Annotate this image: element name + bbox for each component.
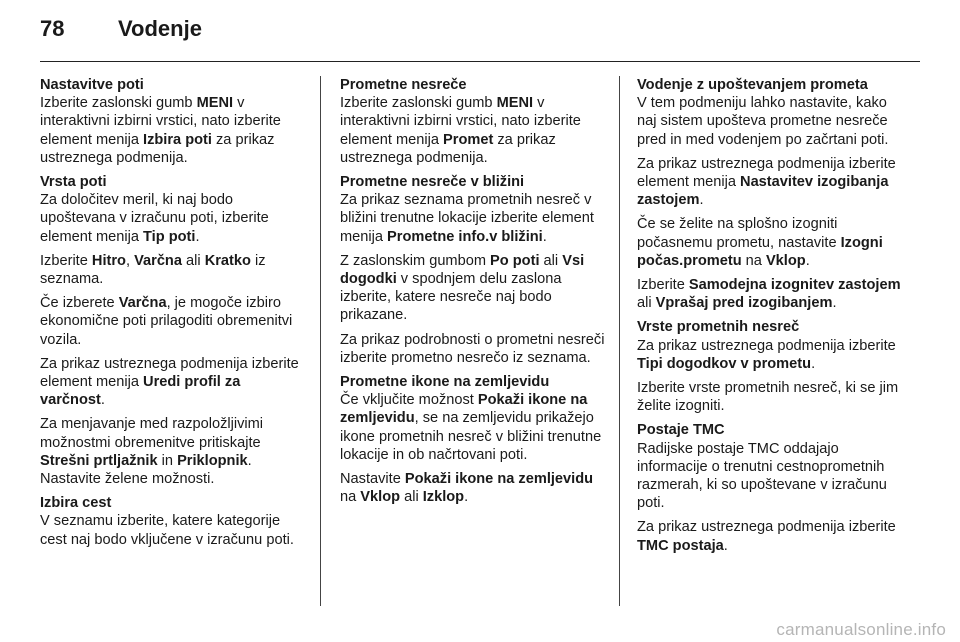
text-run: v spodnjem delu zaslona izberite, katere nesreče naj bodo prikazane.: [340, 271, 562, 324]
menu-term: Uredi profil za varčnost: [40, 374, 241, 409]
text-run: .: [723, 537, 728, 554]
section-heading: Vrste prometnih nesreč: [637, 319, 800, 336]
text-run: za prikaz ustreznega podmenija.: [340, 131, 556, 166]
page-title: Vodenje: [118, 16, 202, 41]
text-run: Če izberete: [40, 295, 119, 312]
paragraph: [340, 470, 608, 506]
paragraph: [340, 331, 608, 367]
section: [637, 421, 909, 554]
paragraph: [40, 94, 308, 167]
menu-term: Varčna: [134, 252, 182, 269]
menu-term: Pokaži ikone na zemljevidu: [340, 392, 588, 427]
section: [340, 173, 608, 367]
text-run: ali: [637, 295, 656, 312]
text-run: , je mogoče izbiro ekonomične poti prilagoditi obremenitvi vozila.: [40, 295, 293, 348]
paragraph: [40, 191, 308, 246]
section-heading: Vrsta poti: [40, 174, 107, 191]
section-heading: Prometne nesreče v bližini: [340, 174, 525, 191]
menu-term: Tipi dogodkov v prometu: [637, 355, 812, 372]
text-run: za prikaz ustreznega podmenija.: [40, 131, 275, 166]
paragraph: [637, 379, 909, 415]
text-run: Če vključite možnost: [340, 392, 478, 409]
text-run: na: [340, 489, 361, 506]
section-heading: Izbira cest: [40, 495, 112, 512]
menu-term: Samodejna izognitev zastojem: [688, 277, 901, 294]
column-2: [340, 76, 608, 512]
text-run: ali: [181, 252, 205, 269]
text-run: . Nastavite želene možnosti.: [40, 452, 252, 488]
menu-term: Varčna: [118, 295, 167, 312]
text-run: Izberite vrste prometnih nesreč, ki se jim želite izogniti.: [637, 380, 899, 415]
paragraph: [40, 355, 308, 410]
section: [637, 318, 909, 415]
text-run: v interaktivni izbirni vrstici, nato izberite element menija: [40, 95, 281, 148]
menu-term: Strešni prtljažnik: [40, 452, 158, 469]
section: [637, 76, 909, 312]
section: [40, 76, 308, 167]
text-run: V seznamu izberite, katere kategorije cest naj bodo vključene v izračunu poti.: [40, 513, 294, 548]
paragraph: [637, 276, 909, 312]
menu-term: Vklop: [360, 489, 401, 506]
section: [40, 494, 308, 549]
column-divider-2: [619, 76, 620, 606]
section-heading: Prometne nesreče: [340, 77, 467, 93]
menu-term: Priklopnik: [177, 452, 248, 469]
menu-term: Izklop: [422, 489, 465, 506]
text-run: Nastavite: [340, 471, 405, 488]
text-run: Za menjavanje med razpoložljivimi možnostmi obremenitve pritiskajte: [40, 416, 264, 451]
text-run: in: [157, 452, 178, 469]
text-run: Če se želite na splošno izogniti počasnemu prometu, nastavite: [637, 216, 841, 251]
menu-term: Izogni počas.prometu: [637, 234, 883, 269]
section-heading: Postaje TMC: [637, 422, 725, 439]
header-rule: [40, 61, 920, 62]
text-run: V tem podmeniju lahko nastavite, kako naj sistem upošteva prometne nesreče pred in med vodenjem po začrtani poti.: [637, 95, 889, 148]
section-heading: Nastavitve poti: [40, 77, 144, 93]
menu-term: Nastavitev izogibanja zastojem: [637, 174, 889, 209]
paragraph: [40, 294, 308, 349]
menu-term: Kratko: [204, 252, 251, 269]
text-run: Z zaslonskim gumbom: [340, 252, 491, 269]
text-run: .: [832, 295, 837, 312]
menu-term: TMC postaja: [637, 537, 724, 554]
text-run: .: [464, 489, 469, 506]
text-run: Za prikaz ustreznega podmenija izberite element menija: [40, 355, 299, 391]
paragraph: [637, 94, 909, 149]
menu-term: MENI: [196, 95, 234, 112]
text-run: .: [542, 228, 547, 245]
column-divider-1: [320, 76, 321, 606]
text-run: Za prikaz podrobnosti o prometni nesreči izberite prometno nesrečo iz seznama.: [340, 331, 605, 366]
menu-term: Vsi dogodki: [340, 252, 585, 288]
menu-term: Vprašaj pred izogibanjem: [655, 295, 833, 312]
text-run: Za prikaz ustreznega podmenija izberite: [637, 519, 896, 536]
menu-term: Vklop: [765, 252, 806, 269]
text-run: ali: [400, 489, 423, 506]
text-run: Izberite zaslonski gumb: [40, 95, 197, 112]
watermark: carmanualsonline.info: [776, 620, 946, 639]
paragraph: [40, 415, 308, 488]
paragraph: [637, 518, 909, 554]
paragraph: [340, 94, 608, 167]
text-run: Izberite: [40, 252, 92, 269]
menu-term: MENI: [496, 95, 534, 112]
menu-term: Prometne info.v bližini: [387, 228, 543, 245]
section: [340, 76, 608, 167]
text-run: .: [811, 355, 816, 372]
paragraph: [637, 155, 909, 210]
text-run: .: [195, 228, 200, 245]
text-run: Za prikaz seznama prometnih nesreč v bližini trenutne lokacije izberite element menija: [340, 192, 594, 245]
text-run: Za prikaz ustreznega podmenija izberite element menija: [637, 155, 896, 191]
section-heading: Vodenje z upoštevanjem prometa: [637, 77, 868, 93]
text-run: .: [699, 192, 704, 209]
text-run: iz seznama.: [40, 252, 266, 288]
menu-term: Po poti: [490, 252, 540, 269]
section-heading: Prometne ikone na zemljevidu: [340, 374, 550, 391]
column-1: [40, 76, 308, 555]
column-3: [637, 76, 909, 561]
section: [40, 173, 308, 488]
text-run: Radijske postaje TMC oddajajo informacije o trenutni cestnoprometnih razmerah, ki so upoštevane v izračunu poti.: [637, 440, 887, 512]
page-number: 78: [40, 16, 65, 41]
text-run: na: [741, 252, 766, 269]
paragraph: [340, 391, 608, 464]
menu-term: Tip poti: [143, 228, 196, 245]
text-run: ,: [125, 252, 135, 269]
menu-term: Pokaži ikone na zemljevidu: [404, 471, 594, 488]
section: [340, 373, 608, 506]
text-run: , se na zemljevidu prikažejo ikone prometnih nesreč v bližini trenutne lokacije in ob načrtovani poti.: [340, 410, 602, 463]
menu-term: Hitro: [91, 252, 126, 269]
page-header: [40, 16, 202, 48]
menu-term: Promet: [443, 131, 494, 148]
text-run: Za določitev meril, ki naj bodo upoštevana v izračunu poti, izberite element menija: [40, 192, 269, 245]
text-run: Izberite: [637, 277, 689, 294]
text-run: Izberite zaslonski gumb: [340, 95, 497, 112]
paragraph: [637, 337, 909, 373]
text-run: Za prikaz ustreznega podmenija izberite: [637, 337, 896, 354]
paragraph: [40, 252, 308, 288]
paragraph: [340, 252, 608, 325]
paragraph: [340, 191, 608, 246]
paragraph: [637, 440, 909, 513]
text-run: v interaktivni izbirni vrstici, nato izberite element menija: [340, 95, 581, 148]
text-run: .: [805, 252, 810, 269]
paragraph: [637, 215, 909, 270]
menu-term: Izbira poti: [143, 131, 212, 148]
text-run: ali: [539, 252, 563, 269]
paragraph: [40, 512, 308, 548]
text-run: .: [100, 392, 105, 409]
